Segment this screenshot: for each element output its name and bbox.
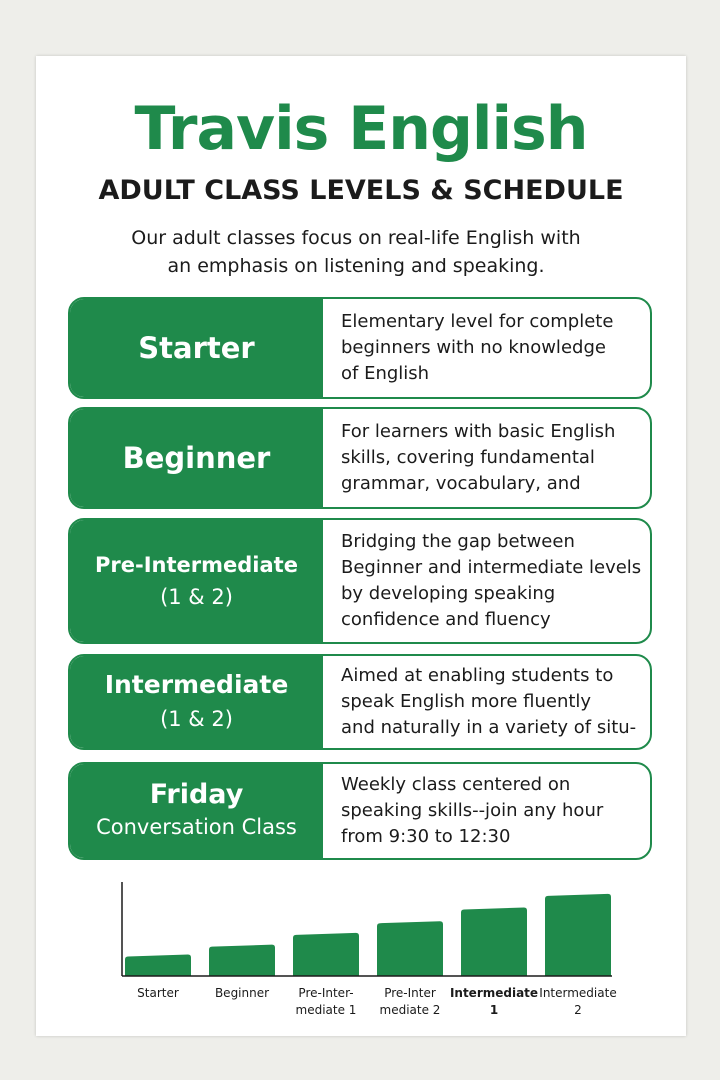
level-card-intermediate <box>68 654 652 750</box>
bar-chart-svg <box>120 882 620 1018</box>
level-name-line-2: (1 & 2) <box>160 585 233 609</box>
bar-1 <box>209 945 275 976</box>
level-name-pre-intermediate <box>70 520 323 642</box>
level-name-line-1: Pre-Intermediate <box>95 553 298 577</box>
level-bar-chart <box>120 882 620 1022</box>
level-desc-line-2: speak English more fluently <box>341 691 592 712</box>
level-desc-line-1: For learners with basic English <box>341 421 616 442</box>
bar-5 <box>545 894 611 976</box>
x-tick-labels <box>137 986 617 1017</box>
level-desc-line-3: grammar, vocabulary, and <box>341 473 581 494</box>
level-name-line-2: (1 & 2) <box>160 707 233 731</box>
level-card-beginner <box>68 407 652 509</box>
x-tick-label-0: Starter <box>137 986 179 1000</box>
level-name-line-1: Starter <box>138 331 255 365</box>
x-tick-label-1: Beginner <box>214 986 270 1000</box>
level-card-pre-intermediate <box>68 518 652 644</box>
level-desc-line-2: speaking skills--join any hour <box>341 800 604 821</box>
level-name-intermediate <box>70 656 323 748</box>
bar-group <box>125 894 611 976</box>
poster <box>36 56 686 1036</box>
intro-text <box>66 224 646 280</box>
poster-subtitle: ADULT CLASS LEVELS & SCHEDULE <box>98 175 624 206</box>
x-tick-label-5: Intermediate 2 <box>539 986 617 1017</box>
level-card-friday-conversation <box>68 762 652 860</box>
level-card-starter <box>68 297 652 399</box>
level-name-line-1: Intermediate <box>104 670 289 699</box>
level-desc-intermediate <box>341 656 642 748</box>
intro-line-2: an emphasis on listening and speaking. <box>167 255 545 277</box>
level-desc-line-2: Beginner and intermediate levels <box>341 557 642 578</box>
bar-2 <box>293 933 359 976</box>
level-desc-line-3: and naturally in a variety of situ- <box>341 717 637 738</box>
level-desc-starter <box>341 299 642 397</box>
level-desc-line-1: Elementary level for complete <box>341 311 614 332</box>
level-name-friday-conversation <box>70 764 323 858</box>
level-desc-line-4: confidence and fluency <box>341 609 551 630</box>
level-desc-line-2: beginners with no knowledge <box>341 337 606 358</box>
level-name-line-2: Conversation Class <box>96 815 297 839</box>
bar-0 <box>125 954 191 976</box>
level-desc-line-3: of English <box>341 363 430 384</box>
level-desc-line-3: from 9:30 to 12:30 <box>341 826 511 847</box>
level-name-beginner <box>70 409 323 507</box>
level-desc-line-1: Weekly class centered on <box>341 774 571 795</box>
bar-3 <box>377 921 443 976</box>
poster-title: Travis English <box>134 94 588 164</box>
x-tick-label-2: Pre-Inter-mediate 1 <box>295 986 357 1017</box>
level-desc-line-3: by developing speaking <box>341 583 556 604</box>
level-desc-friday-conversation <box>341 764 642 858</box>
x-tick-label-4: Intermediate 1 <box>449 986 539 1017</box>
level-name-line-1: Friday <box>149 779 244 810</box>
level-desc-line-1: Aimed at enabling students to <box>341 665 614 686</box>
level-desc-line-1: Bridging the gap between <box>341 531 575 552</box>
level-name-starter <box>70 299 323 397</box>
intro-line-1: Our adult classes focus on real-life English with <box>131 227 581 249</box>
x-tick-label-3: Pre-Inter mediate 2 <box>379 986 441 1017</box>
level-name-line-1: Beginner <box>122 441 271 475</box>
level-desc-pre-intermediate <box>341 520 642 642</box>
bar-4 <box>461 908 527 976</box>
level-desc-beginner <box>341 409 642 507</box>
level-desc-line-2: skills, covering fundamental <box>341 447 595 468</box>
